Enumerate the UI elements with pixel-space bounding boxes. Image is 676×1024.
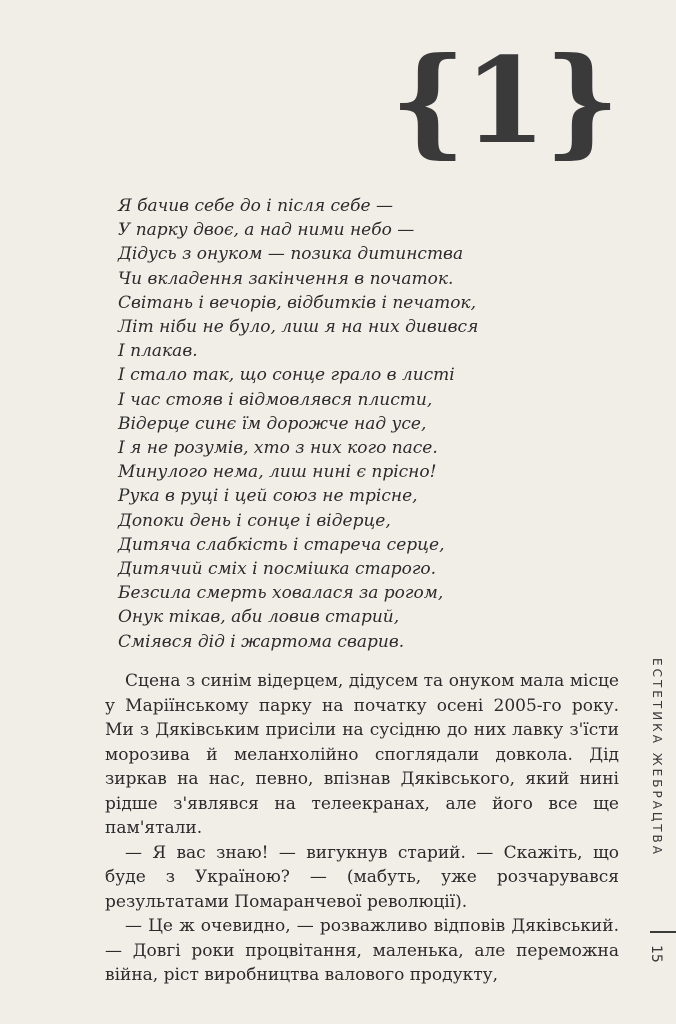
page-number: 15 xyxy=(648,945,664,963)
poem-line: Світань і вечорів, відбитків і печаток, xyxy=(118,292,476,313)
poem-line: І час стояв і відмовлявся плисти, xyxy=(118,389,433,410)
poem-line: Відерце синє їм дорожче над усе, xyxy=(118,413,427,434)
poem-line: Минулого нема, лиш нині є прісно! xyxy=(118,462,437,483)
poem-line: Рука в руці і цей союз не трісне, xyxy=(118,486,418,507)
paragraph: Сцена з синім відерцем, дідусем та онуком мала місце у Маріїнському парку на початку осені 2005-го року. Ми з Дяківським присіли на сусідню до них лавку з'їсти морозива й меланхолійно споглядали довкола. Дід зиркав на нас, певно, впізнав Дяківського, який нині рідше з'являвся на телеекранах, але його все ще пам'ятали. xyxy=(105,671,619,838)
poem-line: Чи вкладення закінчення в початок. xyxy=(118,268,454,289)
poem-line: Безсила смерть ховалася за рогом, xyxy=(118,583,444,604)
running-head: ЕСТЕТИКА ЖЕБРАЦТВА xyxy=(650,658,664,857)
poem-line: Дитяча слабкість і стареча серце, xyxy=(118,534,445,555)
poem-line: Сміявся дід і жартома сварив. xyxy=(118,631,405,652)
poem-line: Дідусь з онуком — позика дитинства xyxy=(118,244,464,265)
poem-line: Літ ніби не було, лиш я на них дивився xyxy=(118,317,479,338)
poem xyxy=(118,194,548,654)
prose-body xyxy=(105,669,619,988)
poem-line: Я бачив себе до і після себе — xyxy=(118,196,393,216)
poem-line: І я не розумів, хто з них кого пасе. xyxy=(118,438,438,459)
poem-line: Дитячий сміх і посмішка старого. xyxy=(118,559,437,580)
paragraph: — Це ж очевидно, — розважливо відповів Дяківський. — Довгі роки процвітання, маленька, але переможна війна, ріст виробництва валового продукту, xyxy=(105,916,619,985)
paragraph: — Я вас знаю! — вигукнув старий. — Скажіть, що буде з Україною? — (мабуть, уже розчарувався результатами Помаранчевої революції). xyxy=(105,842,619,912)
chapter-number: {1} xyxy=(390,31,618,170)
poem-line: У парку двоє, а над ними небо — xyxy=(118,220,415,241)
poem-line: Онук тікав, аби ловив старий, xyxy=(118,607,400,628)
page-number-rule xyxy=(650,931,676,933)
poem-line: І стало так, що сонце грало в листі xyxy=(118,365,455,386)
poem-line: І плакав. xyxy=(118,341,198,362)
poem-line: Допоки день і сонце і відерце, xyxy=(118,510,391,531)
